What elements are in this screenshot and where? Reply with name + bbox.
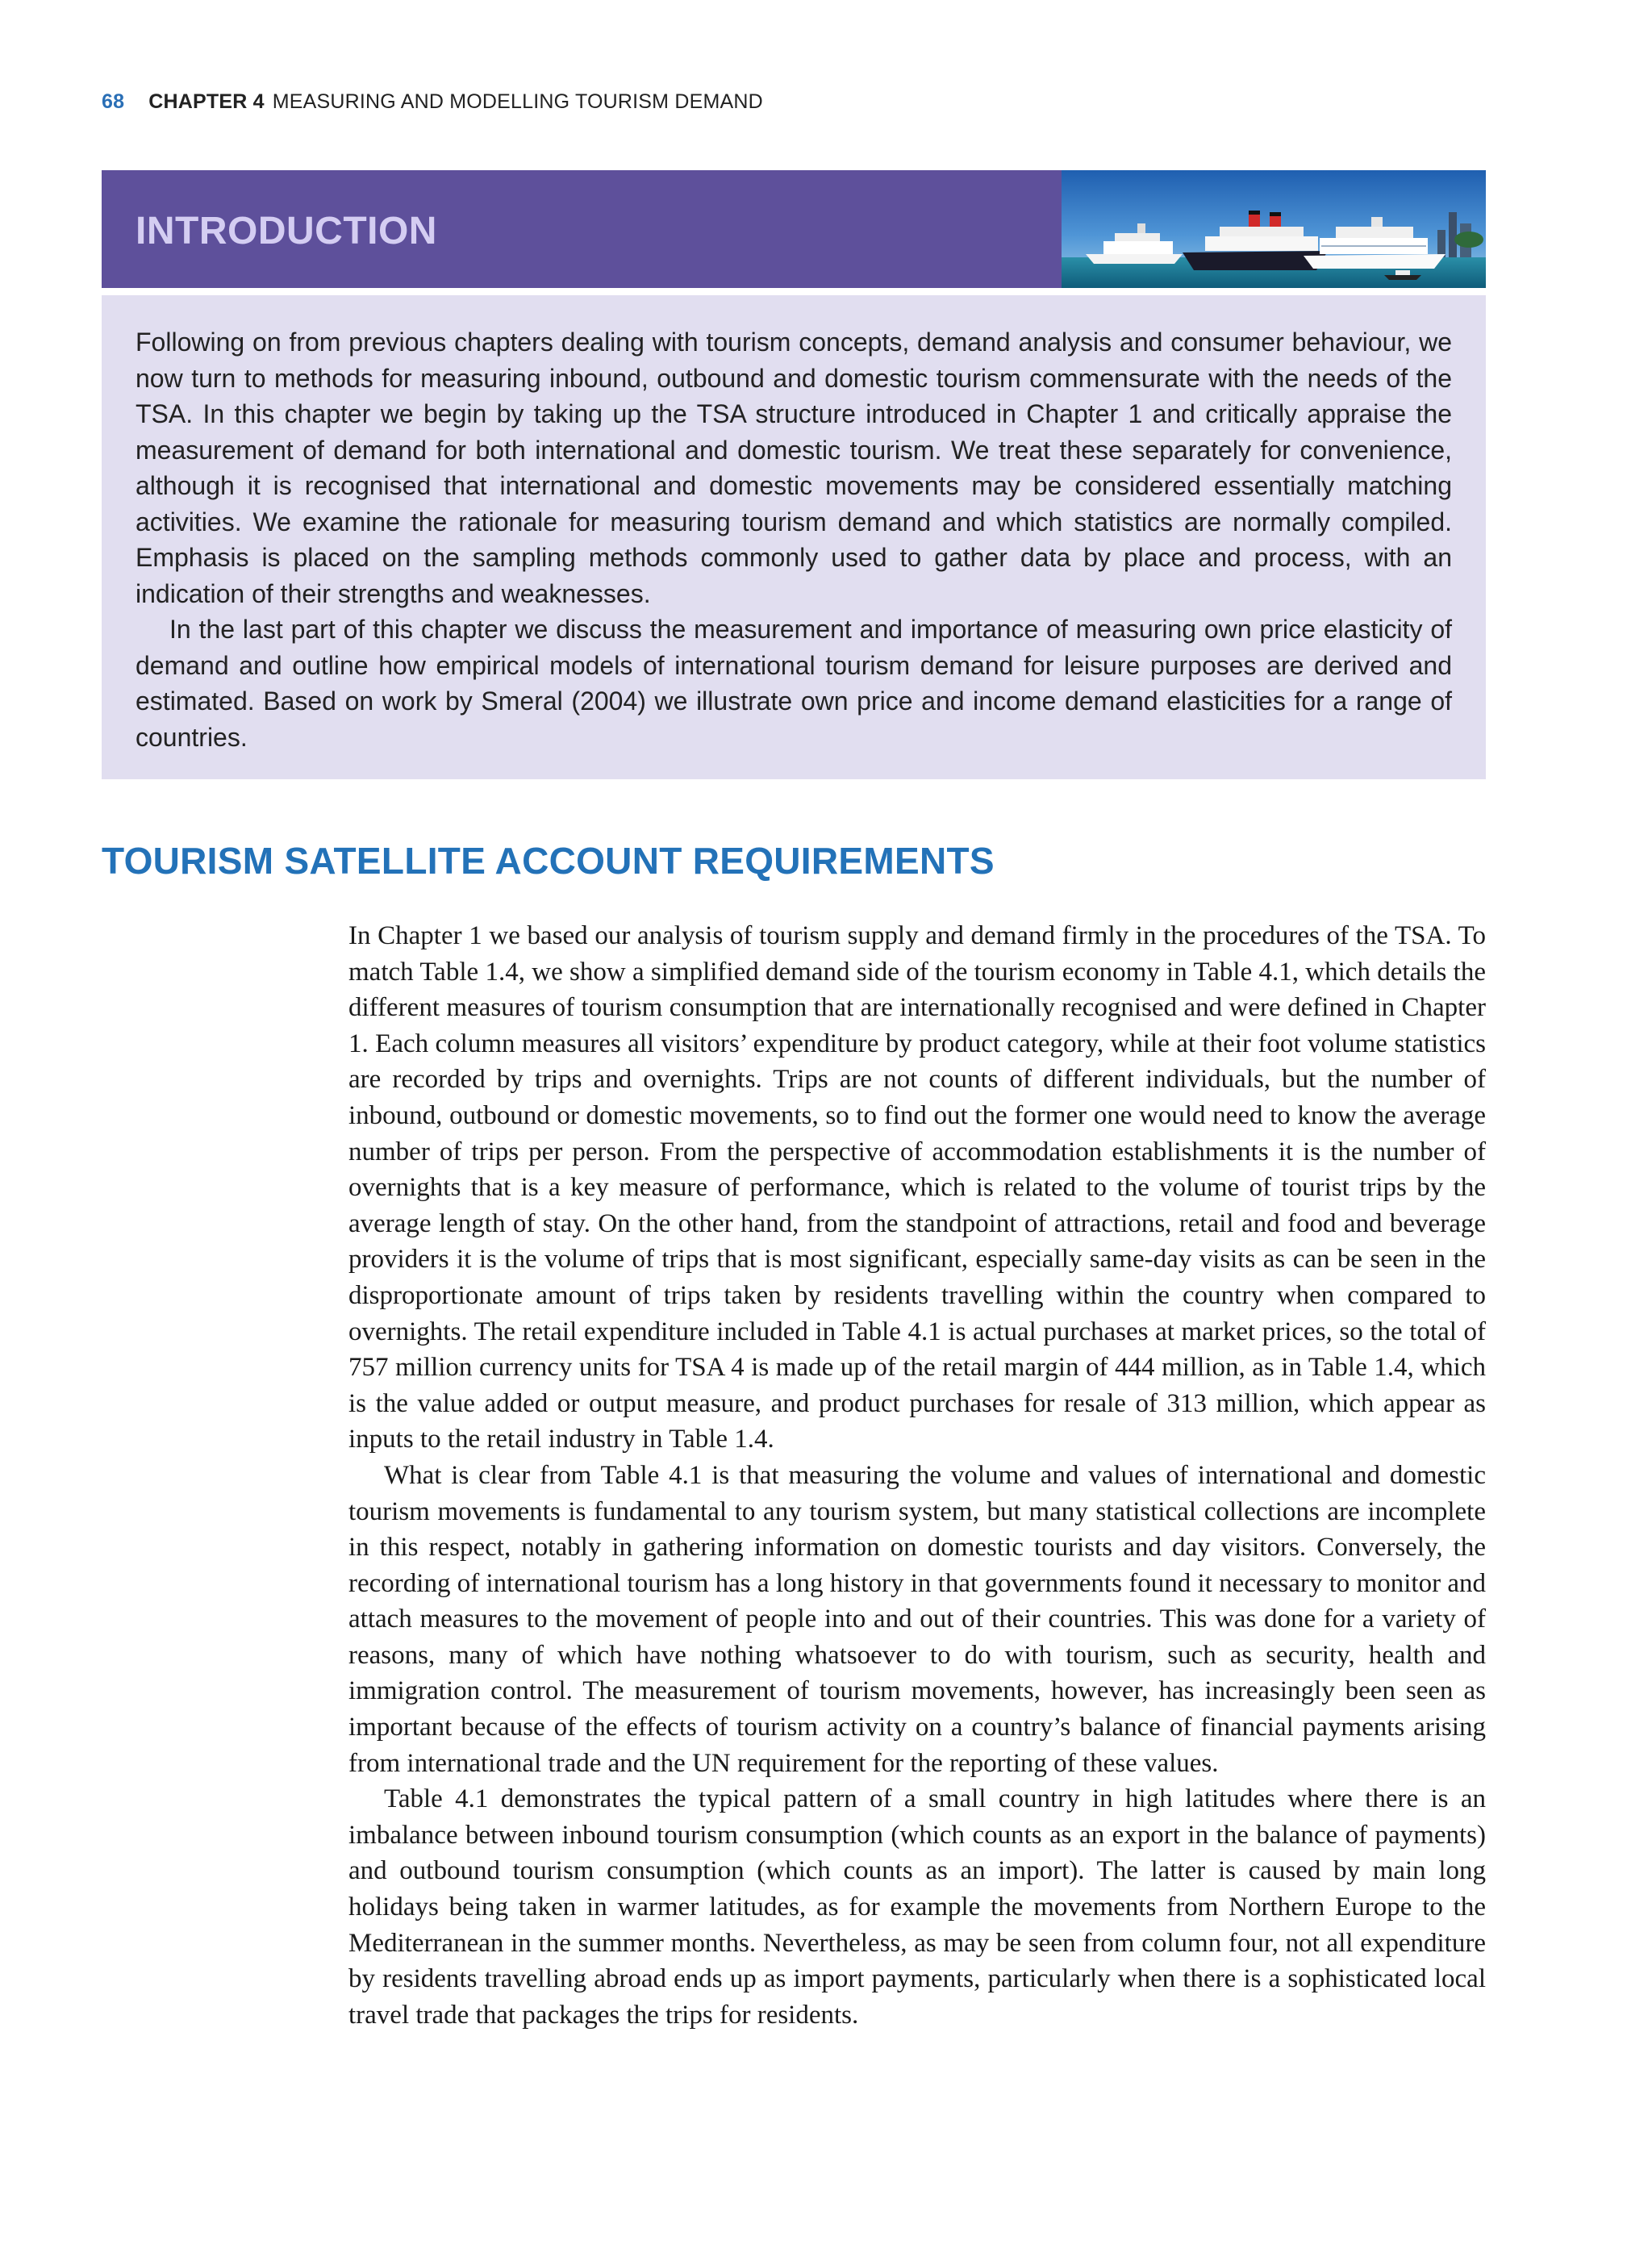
body-paragraph-1: In Chapter 1 we based our analysis of tourism supply and demand firmly in the procedures of the TSA. To match Table 1.4, we show a simplified demand side of the tourism economy in Table 4.1, which details the different measures of tourism consumption that are internationally recognised and were defined in Chapter 1. Each column measures all visitors’ expenditure by product category, while at their foot volume statistics are recorded by trips and overnights. Trips are not counts of different individuals, but the number of inbound, outbound or domestic movements, so to find out the former one would need to know the average number of trips per person. From the perspective of accommodation establishments it is the number of overnights that is a key measure of performance, which is related to the volume of tourist trips by the average length of stay. On the other hand, from the standpoint of attractions, retail and food and beverage providers it is the volume of trips that is most significant, especially same-day visits as can be seen in the disproportionate amount of trips taken by residents travelling within the country when compared to overnights. The retail expenditure included in Table 4.1 is actual purchases at market prices, so the total of 757 million currency units for TSA 4 is made up of the retail margin of 444 million, as in Table 1.4, which is the value added or output measure, and product purchases for resale of 313 million, which appear as inputs to the retail industry in Table 1.4. (348, 921, 1486, 1454)
intro-paragraph-1: Following on from previous chapters dealing with tourism concepts, demand analysis and consumer behaviour, we now turn to methods for measuring inbound, outbound and domestic tourism commensurate with the needs of the TSA. In this chapter we begin by taking up the TSA structure introduced in Chapter 1 and critically appraise the measurement of demand for both international and domestic tourism. We treat these separately for convenience, although it is recognised that international and domestic movements may be considered essentially matching activities. We examine the rationale for measuring tourism demand and which statistics are normally compiled. Emphasis is placed on the sampling methods commonly used to gather data by place and process, with an indication of their strengths and weaknesses. (136, 328, 1452, 608)
running-header (102, 90, 763, 114)
body-paragraph-2: What is clear from Table 4.1 is that measuring the volume and values of international and domestic tourism movements is fundamental to any tourism system, but many statistical collections are incomplete in this respect, notably in gathering information on domestic tourists and day visitors. Conversely, the recording of international tourism has a long history in that governments found it necessary to monitor and attach measures to the movement of people into and out of their countries. This was done for a variety of reasons, many of which have nothing whatsoever to do with tourism, such as security, health and immigration control. The measurement of tourism movements, however, has increasingly been seen as important because of the effects of tourism activity on a country’s balance of financial payments arising from international trade and the UN requirement for the reporting of these values. (348, 1460, 1486, 1778)
page-number: 68 (102, 90, 125, 113)
intro-box (102, 295, 1486, 779)
intro-text (136, 324, 1452, 755)
chapter-title: MEASURING AND MODELLING TOURISM DEMAND (272, 90, 763, 113)
section-heading: TOURISM SATELLITE ACCOUNT REQUIREMENTS (102, 840, 995, 882)
body-text (348, 918, 1486, 2033)
chapter-label: CHAPTER 4 (148, 90, 265, 113)
body-paragraph-3: Table 4.1 demonstrates the typical pattern of a small country in high latitudes where there is an imbalance between inbound tourism consumption (which counts as an export in the balance of payments) and outbound tourism consumption (which counts as an import). The latter is caused by main long holidays being taken in warmer latitudes, as for example the movements from Northern Europe to the Mediterranean in the summer months. Nevertheless, as may be seen from column four, not all expenditure by residents travelling abroad ends up as import payments, particularly when there is a sophisticated local travel trade that packages the trips for residents. (348, 1784, 1486, 2030)
intro-title: INTRODUCTION (136, 210, 437, 252)
intro-banner (102, 170, 1486, 288)
cruise-ships-photo (1062, 170, 1486, 288)
intro-paragraph-2: In the last part of this chapter we discuss the measurement and importance of measuring own price elasticity of demand and outline how empirical models of international tourism demand for leisure purposes are derived and estimated. Based on work by Smeral (2004) we illustrate own price and income demand elasticities for a range of countries. (136, 615, 1452, 752)
